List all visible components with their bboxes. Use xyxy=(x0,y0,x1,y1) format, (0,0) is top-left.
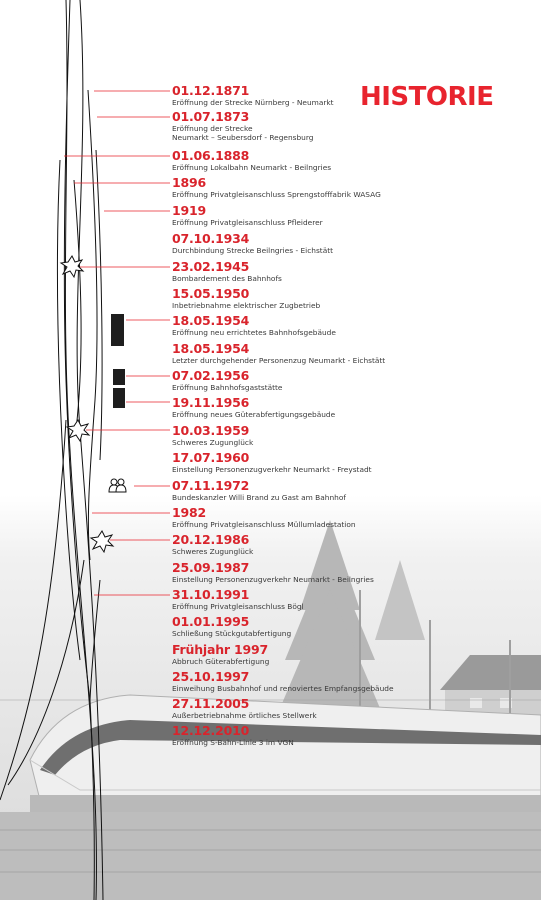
event-description: Bundeskanzler Willi Brand zu Gast am Bahnhof xyxy=(172,493,346,502)
event-description: Schweres Zugunglück xyxy=(172,438,254,447)
timeline-entry xyxy=(172,314,532,337)
event-description: Schließung Stückgutabfertigung xyxy=(172,629,292,638)
rail-line xyxy=(57,160,80,660)
people-icon xyxy=(109,479,126,492)
timeline-entry xyxy=(172,260,532,283)
event-description: Einstellung Personenzugverkehr Neumarkt - Beilngries xyxy=(172,575,374,584)
rail-line xyxy=(64,0,94,900)
timeline-entry xyxy=(172,506,532,529)
timeline-entry xyxy=(172,110,532,143)
event-description: Einweihung Busbahnhof und renoviertes Empfangsgebäude xyxy=(172,684,394,693)
timeline-entry xyxy=(172,424,532,447)
event-description: Schweres Zugunglück xyxy=(172,547,254,556)
event-date: 19.11.1956 xyxy=(172,395,250,410)
event-date: 18.05.1954 xyxy=(172,341,250,356)
building-icon xyxy=(113,388,125,408)
timeline-entry xyxy=(172,396,532,419)
event-description: Letzter durchgehender Personenzug Neumarkt - Eichstätt xyxy=(172,356,386,365)
building-icon xyxy=(113,369,125,385)
event-description: Eröffnung Privatgleisanschluss Sprengstofffabrik WASAG xyxy=(172,190,381,199)
event-date: 1919 xyxy=(172,203,206,218)
event-date: 20.12.1986 xyxy=(172,532,250,547)
event-date: 01.06.1888 xyxy=(172,148,250,163)
timeline-entry xyxy=(172,670,532,693)
event-description: Eröffnung Privatgleisanschluss Müllumladestation xyxy=(172,520,356,529)
timeline-entry xyxy=(172,697,532,720)
explosion-icon xyxy=(91,531,113,552)
explosion-icon xyxy=(67,420,89,441)
event-date: 07.02.1956 xyxy=(172,368,250,383)
event-date: 18.05.1954 xyxy=(172,313,250,328)
timeline-entry xyxy=(172,84,532,107)
event-date: 01.12.1871 xyxy=(172,83,250,98)
event-description: Eröffnung Privatgleisanschluss Bögl xyxy=(172,602,304,611)
timeline-entry xyxy=(172,533,532,556)
timeline-entry xyxy=(172,724,532,747)
timeline-entry xyxy=(172,232,532,255)
event-date: 25.09.1987 xyxy=(172,560,250,575)
event-description: Einstellung Personenzugverkehr Neumarkt - Freystadt xyxy=(172,465,372,474)
event-date: 01.07.1873 xyxy=(172,109,250,124)
event-description: Eröffnung der Strecke Neumarkt – Seubersdorf - Regensburg xyxy=(172,124,314,143)
event-date: 1896 xyxy=(172,175,206,190)
event-date: Frühjahr 1997 xyxy=(172,642,269,657)
event-date: 23.02.1945 xyxy=(172,259,250,274)
event-description: Eröffnung S-Bahn-Linie 3 im VGN xyxy=(172,738,294,747)
rail-line xyxy=(77,0,103,900)
timeline-entry xyxy=(172,204,532,227)
event-date: 10.03.1959 xyxy=(172,423,250,438)
timeline-entry xyxy=(172,176,532,199)
event-description: Eröffnung Privatgleisanschluss Pfleiderer xyxy=(172,218,323,227)
event-description: Eröffnung Bahnhofsgaststätte xyxy=(172,383,283,392)
event-description: Außerbetriebnahme örtliches Stellwerk xyxy=(172,711,317,720)
event-description: Eröffnung neues Güterabfertigungsgebäude xyxy=(172,410,336,419)
timeline-entry xyxy=(172,479,532,502)
event-description: Abbruch Güterabfertigung xyxy=(172,657,270,666)
timeline-entry xyxy=(172,149,532,172)
event-date: 25.10.1997 xyxy=(172,669,250,684)
event-date: 15.05.1950 xyxy=(172,286,250,301)
event-date: 31.10.1991 xyxy=(172,587,250,602)
event-date: 07.10.1934 xyxy=(172,231,250,246)
timeline-entry xyxy=(172,561,532,584)
timeline-entry xyxy=(172,287,532,310)
timeline-entry xyxy=(172,615,532,638)
event-description: Bombardement des Bahnhofs xyxy=(172,274,282,283)
timeline-entry xyxy=(172,451,532,474)
event-description: Inbetriebnahme elektrischer Zugbetrieb xyxy=(172,301,321,310)
event-date: 1982 xyxy=(172,505,206,520)
event-date: 27.11.2005 xyxy=(172,696,250,711)
event-date: 07.11.1972 xyxy=(172,478,250,493)
event-description: Eröffnung der Strecke Nürnberg - Neumarkt xyxy=(172,98,334,107)
rail-line xyxy=(0,420,66,800)
event-date: 12.12.2010 xyxy=(172,723,250,738)
timeline-entry xyxy=(172,369,532,392)
event-description: Eröffnung Lokalbahn Neumarkt - Beilngries xyxy=(172,163,332,172)
timeline-entry xyxy=(172,643,532,666)
timeline-entry xyxy=(172,588,532,611)
rail-line xyxy=(88,90,97,560)
timeline-entry xyxy=(172,342,532,365)
event-description: Durchbindung Strecke Beilngries - Eichstätt xyxy=(172,246,334,255)
page-title: HISTORIE xyxy=(360,82,494,112)
event-date: 17.07.1960 xyxy=(172,450,250,465)
event-description: Eröffnung neu errichtetes Bahnhofsgebäude xyxy=(172,328,336,337)
building-icon xyxy=(111,314,124,346)
event-date: 01.01.1995 xyxy=(172,614,250,629)
